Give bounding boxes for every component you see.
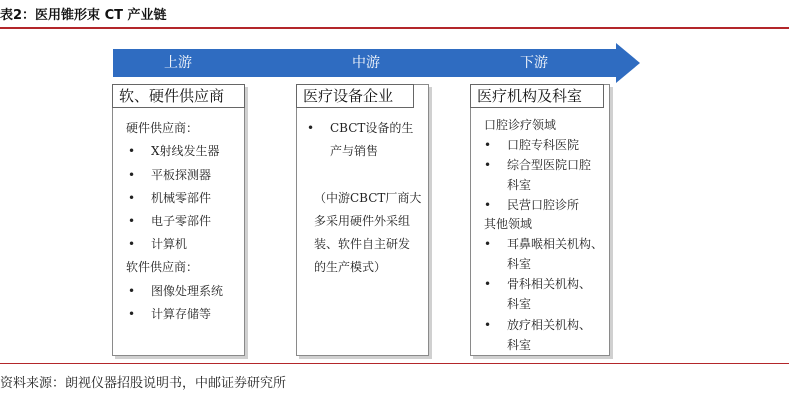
- midstream-note-line: 的生产模式）: [314, 260, 387, 274]
- other-item-cont: 科室: [507, 338, 532, 352]
- oral-item-cont: 科室: [507, 178, 532, 192]
- stage-downstream: 下游: [520, 55, 548, 71]
- midstream-note-line: 多采用硬件外采组: [314, 214, 411, 228]
- stage-midstream: 中游: [352, 55, 380, 71]
- software-heading: 软件供应商：: [126, 260, 199, 274]
- oral-item: • 综合型医院口腔: [507, 158, 591, 172]
- bottom-rule: [0, 363, 789, 364]
- software-item: • 图像处理系统: [151, 284, 223, 298]
- other-item-cont: 科室: [507, 297, 532, 311]
- oral-item: • 民营口腔诊所: [507, 198, 579, 212]
- hardware-item: • 电子零部件: [151, 214, 211, 228]
- hardware-item: • X射线发生器: [151, 144, 220, 158]
- hardware-item: • 计算机: [151, 237, 187, 251]
- other-item: • 骨科相关机构、: [507, 277, 591, 291]
- stage-upstream: 上游: [164, 55, 192, 71]
- hardware-item: • 平板探测器: [151, 168, 211, 182]
- midstream-title: 医疗设备企业: [296, 84, 414, 108]
- figure-caption: 表2：医用锥形束 CT 产业链: [0, 8, 167, 23]
- midstream-bullet-line: • CBCT设备的生: [330, 121, 413, 135]
- downstream-title: 医疗机构及科室: [470, 84, 604, 108]
- midstream-note-line: （中游CBCT厂商大: [314, 191, 422, 205]
- other-item: • 放疗相关机构、: [507, 318, 591, 332]
- other-item: • 耳鼻喉相关机构、: [507, 237, 603, 251]
- other-item-cont: 科室: [507, 257, 532, 271]
- upstream-title: 软、硬件供应商: [112, 84, 245, 108]
- top-rule: [0, 27, 789, 29]
- midstream-note-line: 装、软件自主研发: [314, 237, 411, 251]
- source-note: 资料来源：朗视仪器招股说明书，中邮证券研究所: [0, 376, 287, 391]
- oral-heading: 口腔诊疗领域: [484, 118, 557, 132]
- other-heading: 其他领域: [484, 217, 533, 231]
- software-item: • 计算存储等: [151, 307, 211, 321]
- oral-item: • 口腔专科医院: [507, 138, 579, 152]
- hardware-heading: 硬件供应商：: [126, 121, 199, 135]
- hardware-item: • 机械零部件: [151, 191, 211, 205]
- midstream-bullet-line: 产与销售: [330, 144, 379, 158]
